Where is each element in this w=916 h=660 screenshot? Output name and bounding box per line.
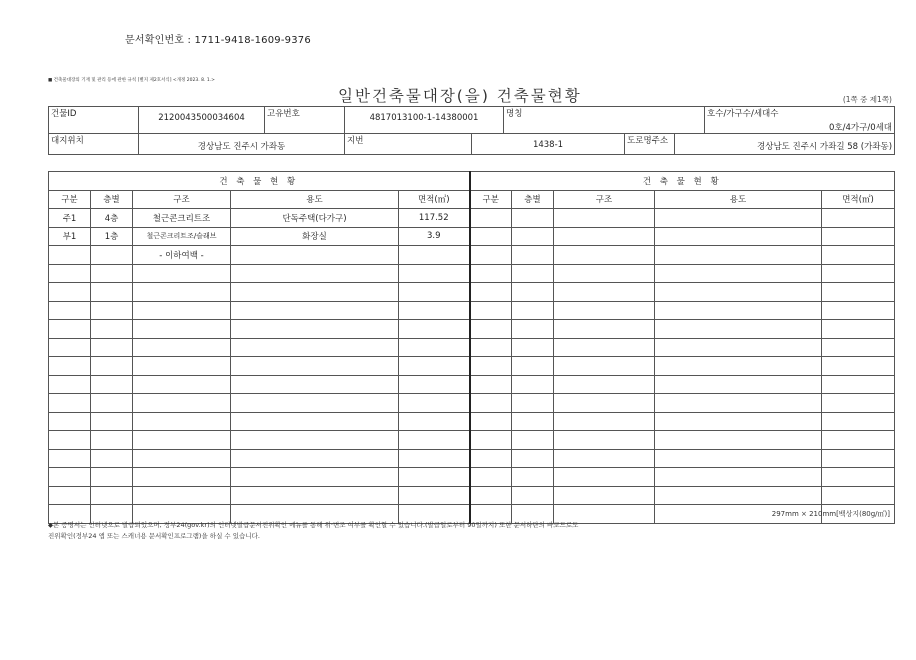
table-row bbox=[49, 209, 895, 228]
document-title: 일반건축물대장(을) 건축물현황 bbox=[338, 87, 582, 105]
left-section-title: 건 축 물 현 황 bbox=[49, 172, 470, 191]
col-header-structure: 구조 bbox=[133, 190, 231, 209]
col-header-use: 용도 bbox=[231, 190, 399, 209]
footer-notice-line2: 진위확인(정부24 앱 또는 스캐너용 문서확인프로그램)을 하실 수 있습니다. bbox=[48, 532, 260, 540]
building-status-table bbox=[48, 171, 895, 524]
units-cell bbox=[705, 107, 895, 134]
units-label: 호수/가구수/세대수 bbox=[707, 109, 779, 119]
page-indicator: (1쪽 중 제1쪽) bbox=[842, 95, 892, 104]
lot-number-label: 지번 bbox=[345, 134, 472, 155]
area-cell: 3.9 bbox=[399, 227, 470, 246]
units-value: 0호/4가구/0세대 bbox=[829, 123, 893, 133]
document-confirmation-number: 문서확인번호 : 1711-9418-1609-9376 bbox=[125, 35, 311, 46]
division-cell: 주1 bbox=[49, 209, 91, 228]
col-header-division: 구분 bbox=[470, 190, 512, 209]
floor-cell: 1층 bbox=[91, 227, 133, 246]
area-cell: 117.52 bbox=[399, 209, 470, 228]
use-cell: 화장실 bbox=[231, 227, 399, 246]
floor-cell: 4층 bbox=[91, 209, 133, 228]
site-location-label: 대지위치 bbox=[49, 134, 139, 155]
building-id-value: 2120043500034604 bbox=[139, 107, 265, 134]
table-row bbox=[49, 227, 895, 246]
building-name-label: 명칭 bbox=[504, 107, 705, 134]
unique-number-label: 고유번호 bbox=[265, 107, 345, 134]
paper-size-note: 297mm × 210mm[백상지(80g/㎡)] bbox=[771, 510, 890, 518]
blank-below-marker: - 이하여백 - bbox=[133, 246, 231, 265]
road-address-label: 도로명주소 bbox=[625, 134, 675, 155]
table-row bbox=[49, 246, 895, 265]
col-header-use: 용도 bbox=[655, 190, 822, 209]
right-section-title: 건 축 물 현 황 bbox=[470, 172, 895, 191]
footer-notice-line1: ◆본 증명서는 인터넷으로 발급되었으며, 정부24(gov.kr)의 인터넷발급문서진위확인 메뉴를 통해 위·변조 여부를 확인할 수 있습니다.(발급일로부터 90일까지) 또한 문서하단의 바코드로도 bbox=[48, 521, 579, 529]
road-address-value: 경상남도 진주시 가좌길 58 (가좌동) bbox=[675, 134, 895, 155]
unique-number-value: 4817013100-1-14380001 bbox=[345, 107, 504, 134]
col-header-structure: 구조 bbox=[554, 190, 655, 209]
building-info-table bbox=[48, 106, 895, 155]
col-header-floor: 층별 bbox=[91, 190, 133, 209]
col-header-area: 면적(㎡) bbox=[822, 190, 895, 209]
use-cell: 단독주택(다가구) bbox=[231, 209, 399, 228]
site-location-value: 경상남도 진주시 가좌동 bbox=[139, 134, 345, 155]
building-id-label: 건물ID bbox=[49, 107, 139, 134]
legal-form-note: ■ 건축물대장의 기재 및 관리 등에 관한 규칙 [별지 제2호서식] <개정 2023. 8. 1.> bbox=[48, 78, 215, 83]
structure-cell: 철근콘크리트조/슬래브 bbox=[133, 227, 231, 246]
structure-cell: 철근콘크리트조 bbox=[133, 209, 231, 228]
col-header-floor: 층별 bbox=[512, 190, 554, 209]
col-header-division: 구분 bbox=[49, 190, 91, 209]
lot-number-value: 1438-1 bbox=[472, 134, 625, 155]
division-cell: 부1 bbox=[49, 227, 91, 246]
col-header-area: 면적(㎡) bbox=[399, 190, 470, 209]
